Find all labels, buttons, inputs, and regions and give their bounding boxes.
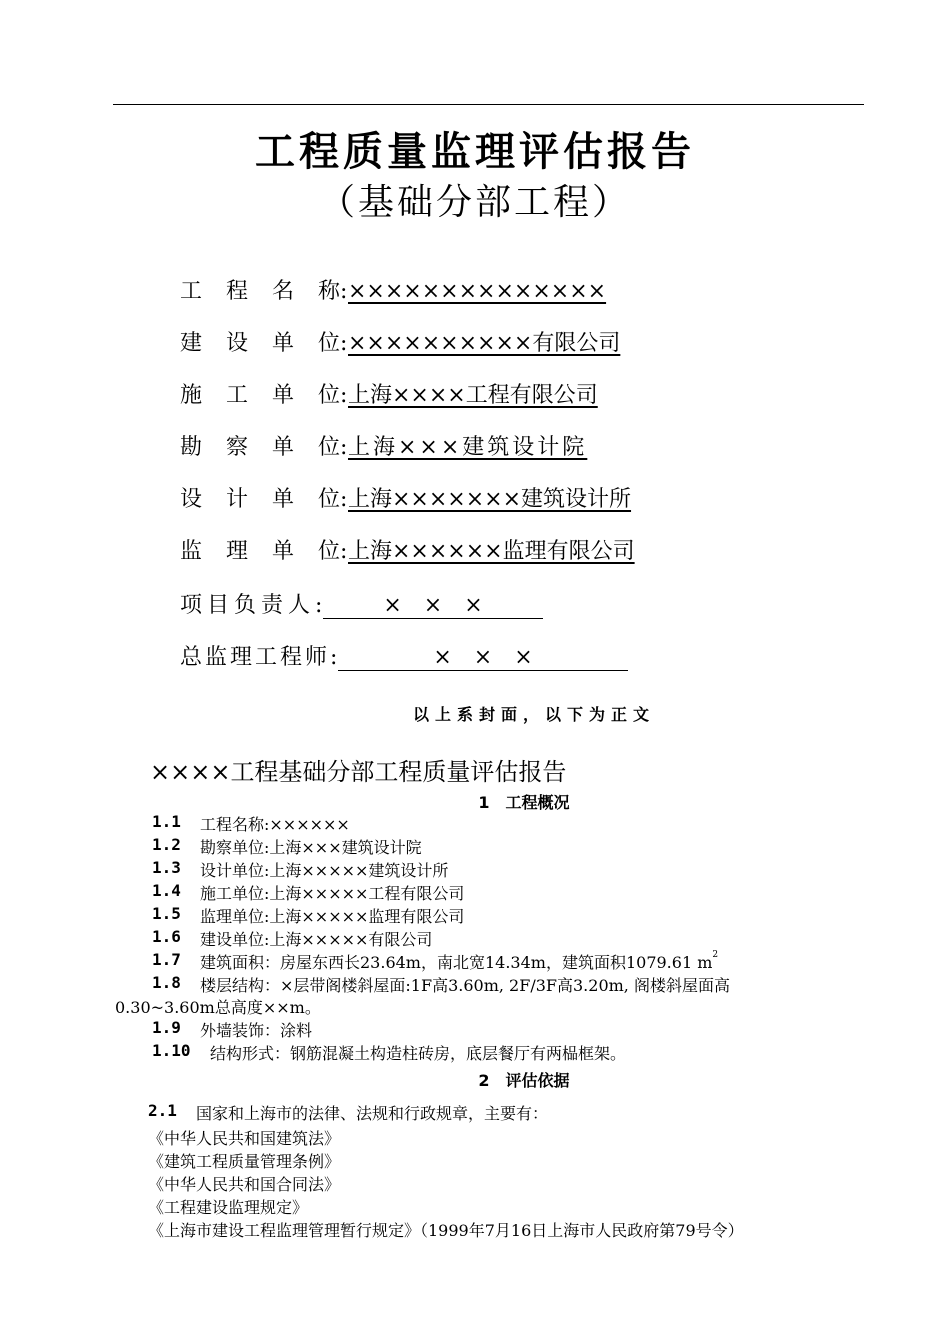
list-item: 1.1 工程名称:×××××× xyxy=(152,812,350,834)
list-item: 1.2 勘察单位:上海×××建筑设计院 xyxy=(152,835,422,857)
list-item: 1.10 结构形式：钢筋混凝土构造柱砖房，底层餐厅有两榀框架。 xyxy=(152,1041,627,1063)
field-label: 工程名称 xyxy=(180,279,340,304)
field-design: 设计单位 : 上海×××××××建筑设计所 xyxy=(180,482,631,513)
list-item: 1.4 施工单位:上海×××××工程有限公司 xyxy=(152,881,465,903)
field-value: 上海××××××监理有限公司 xyxy=(348,539,635,564)
report-subtitle: （基础分部工程） xyxy=(318,182,631,223)
header-rule xyxy=(113,104,864,105)
field-label: 勘察单位 xyxy=(180,435,340,460)
list-item: 1.5 监理单位:上海×××××监理有限公司 xyxy=(152,904,465,926)
field-value: 上海×××××××建筑设计所 xyxy=(348,487,632,512)
law-item: 《建筑工程质量管理条例》 xyxy=(148,1152,341,1171)
field-label: 施工单位 xyxy=(180,383,340,408)
section-heading-overview: 1 工程概况 xyxy=(478,793,570,812)
field-value: 上海×××建筑设计院 xyxy=(348,435,588,460)
field-label: 设计单位 xyxy=(180,487,340,512)
list-item: 1.8 楼层结构：×层带阁楼斜屋面:1F高3.60m, 2F/3F高3.20m, 阁楼斜屋面高 xyxy=(152,973,730,995)
field-value: 上海××××工程有限公司 xyxy=(348,383,598,408)
field-value: ××××××××××有限公司 xyxy=(348,331,621,356)
field-project-manager: 项目负责人 : × × × xyxy=(180,588,543,619)
law-item: 《中华人民共和国合同法》 xyxy=(148,1175,341,1194)
field-contractor: 施工单位 : 上海××××工程有限公司 xyxy=(180,378,598,409)
list-item: 1.9 外墙装饰：涂料 xyxy=(152,1018,313,1040)
law-item: 《上海市建设工程监理管理暂行规定》（1999年7月16日上海市人民政府第79号令） xyxy=(148,1221,744,1240)
list-item: 1.6 建设单位:上海×××××有限公司 xyxy=(152,927,433,949)
field-value: ×××××××××××××× xyxy=(348,279,607,304)
field-label: 监理单位 xyxy=(180,539,340,564)
field-developer: 建设单位 : ××××××××××有限公司 xyxy=(180,326,620,357)
field-label: 总监理工程师 xyxy=(180,645,331,670)
section-heading-basis: 2 评估依据 xyxy=(478,1071,570,1090)
law-item: 《工程建设监理规定》 xyxy=(148,1198,309,1217)
law-item: 《中华人民共和国建筑法》 xyxy=(148,1129,341,1148)
superscript: 2 xyxy=(712,950,719,960)
field-label: 项目负责人 xyxy=(180,593,316,618)
field-chief-supervisor: 总监理工程师 : × × × xyxy=(180,640,628,671)
list-item: 1.3 设计单位:上海×××××建筑设计所 xyxy=(152,858,449,880)
field-value: × × × xyxy=(323,594,543,619)
list-item-continuation: 0.30~3.60m总高度××m。 xyxy=(115,998,321,1017)
list-item: 2.1 国家和上海市的法律、法规和行政规章，主要有： xyxy=(148,1101,549,1123)
field-value: × × × xyxy=(338,646,628,671)
list-item: 1.7 建筑面积：房屋东西长23.64m，南北宽14.34m，建筑面积1079.61 m 2 xyxy=(152,950,719,972)
report-title: 工程质量监理评估报告 xyxy=(255,128,695,175)
cover-notice: 以上系封面，以下为正文 xyxy=(412,705,655,724)
field-project-name: 工程名称 : ×××××××××××××× xyxy=(180,274,606,305)
field-label: 建设单位 xyxy=(180,331,340,356)
body-title: ××××工程基础分部工程质量评估报告 xyxy=(150,758,567,786)
field-survey: 勘察单位 : 上海×××建筑设计院 xyxy=(180,430,587,461)
field-supervisor: 监理单位 : 上海××××××监理有限公司 xyxy=(180,534,635,565)
